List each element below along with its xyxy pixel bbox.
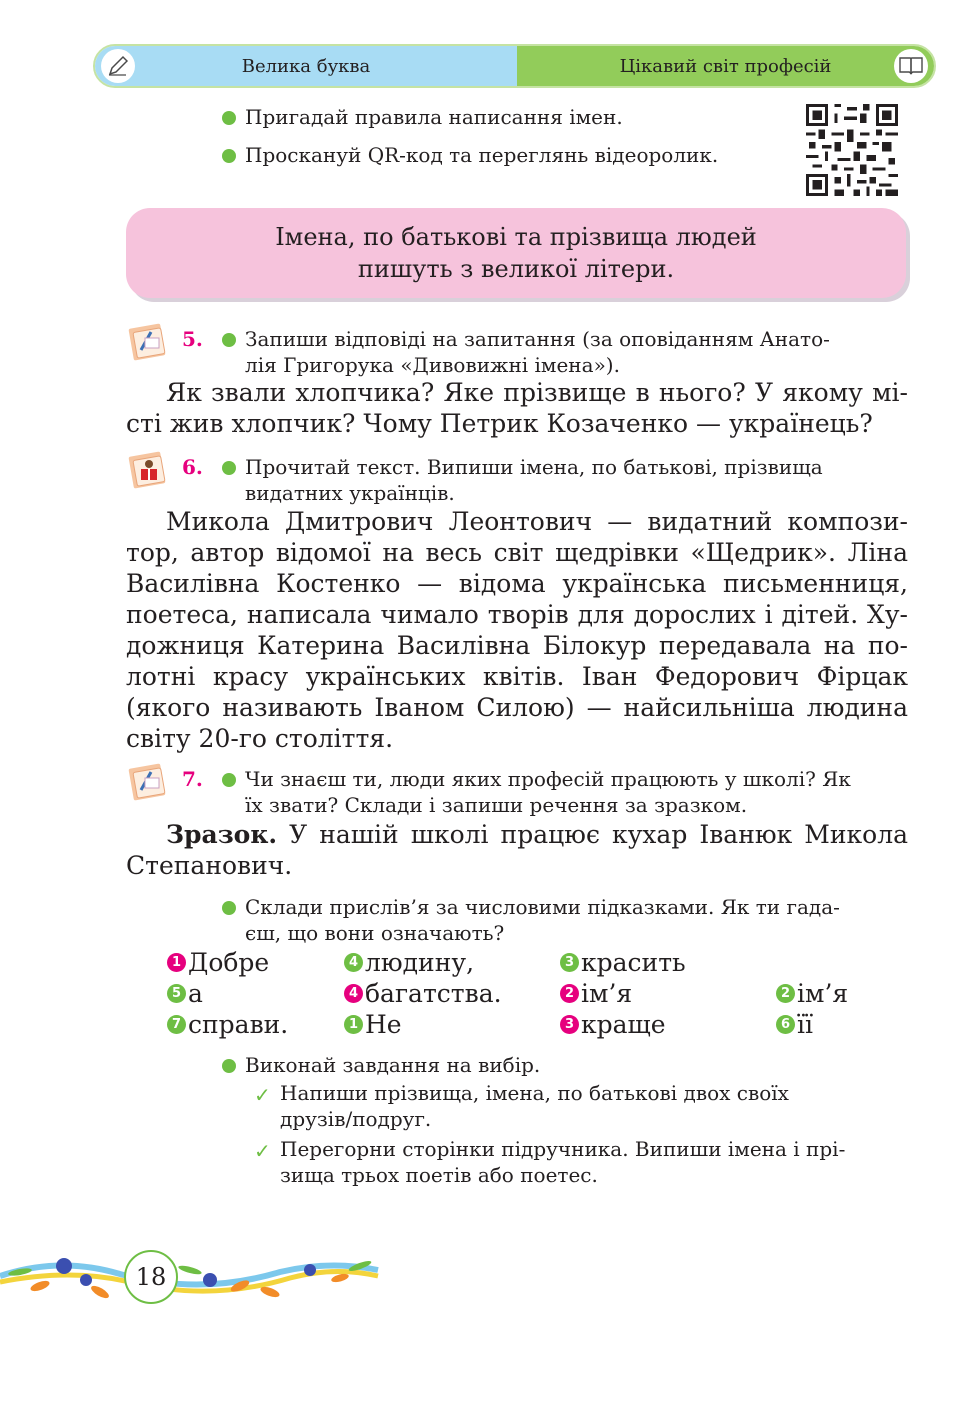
proverb-word-text: ім’я (581, 979, 633, 1008)
bullet-dot (222, 901, 236, 915)
proverb-word-text: а (188, 979, 203, 1008)
task-5-instruction (245, 326, 907, 378)
proverb-word (560, 1009, 666, 1040)
number-badge: 2 (560, 984, 579, 1003)
number-badge: 7 (167, 1015, 186, 1034)
bullet-dot (222, 773, 236, 787)
number-badge: 5 (167, 984, 186, 1003)
task-6-instruction-line-1: Прочитай текст. Випиши імена, по батькові, прізвища (245, 455, 823, 479)
proverbs-instruction-line-1: Склади прислів’я за числовими підказками. Як ти гада- (245, 895, 840, 919)
proverb-word-text: ім’я (797, 979, 849, 1008)
proverb-word (776, 1009, 813, 1040)
task-6-body-text: Микола Дмитрович Леонтович — видатний компози- тор, автор відомої на весь світ щедрівки «Щедрик». Ліна Василівна Костенко — відома українська письменниця, поетеса, написала чимало творів для дорослих і дітей. Ху- дожниця Катерина Василівна Білокур передавала на по- лотні красу українських квітів. Іван Федорович Фірцак (якого називають Іваном Силою) — найсильніша людина світу 20-го століття. (126, 507, 908, 753)
choice-item-1-line-2: друзів/подруг. (280, 1107, 432, 1131)
task-7-sample (126, 819, 908, 881)
proverb-word (344, 978, 502, 1009)
writing-exercise-icon (127, 760, 171, 804)
book-icon (894, 49, 928, 83)
task-6-body (126, 506, 908, 754)
header-right-section (517, 46, 934, 86)
choice-item-2 (254, 1136, 907, 1188)
choice-item-1 (254, 1080, 907, 1132)
task-6-number: 6. (182, 455, 203, 479)
proverbs-instruction (245, 894, 907, 946)
bullet-dot (222, 1059, 236, 1073)
number-badge: 3 (560, 953, 579, 972)
bullet-dot (222, 111, 236, 125)
number-badge: 1 (344, 1015, 363, 1034)
task-7-instruction (245, 766, 907, 818)
proverb-word-text: Добре (188, 948, 270, 977)
task-7-number: 7. (182, 767, 203, 791)
number-badge: 3 (560, 1015, 579, 1034)
choice-item-1-line-1: Напиши прізвища, імена, по батькові двох своїх (280, 1081, 789, 1105)
sample-label: Зразок. (166, 820, 278, 849)
proverb-word (167, 1009, 288, 1040)
choice-item-2-line-2: зища трьох поетів або поетес. (280, 1163, 598, 1187)
intro-line-2: Проскануй QR-код та переглянь відеоролик. (245, 143, 719, 167)
number-badge: 4 (344, 984, 363, 1003)
proverb-word-text: її (797, 1010, 813, 1039)
page-number: 18 (124, 1250, 178, 1304)
header-left-section (95, 46, 517, 86)
checkmark-icon: ✓ (254, 1139, 271, 1163)
task-5-number: 5. (182, 327, 203, 351)
proverb-word (560, 978, 632, 1009)
proverb-word (344, 1009, 402, 1040)
bullet-dot (222, 149, 236, 163)
reading-exercise-icon (127, 448, 171, 492)
sample-text: У нашій школі працює кухар Іванюк Микола Степанович. (126, 820, 908, 880)
header-left-title: Велика буква (241, 55, 371, 77)
proverb-word (344, 947, 474, 978)
task-7-instruction-line-2: їх звати? Склади і запиши речення за зразком. (245, 793, 748, 817)
chapter-header (93, 44, 936, 88)
proverb-word-text: красить (581, 948, 686, 977)
choice-title-text: Виконай завдання на вибір. (245, 1053, 541, 1077)
rule-line-2: пишуть з великої літери. (357, 255, 675, 283)
proverb-word-text: Не (365, 1010, 402, 1039)
proverb-word (560, 947, 686, 978)
proverb-word (776, 978, 848, 1009)
task-7-instruction-line-1: Чи знаєш ти, люди яких професій працюють у школі? Як (245, 767, 851, 791)
number-badge: 1 (167, 953, 186, 972)
task-6-instruction (245, 454, 907, 506)
task-6-instruction-line-2: видатних українців. (245, 481, 455, 505)
intro-bullet-1 (222, 104, 623, 130)
proverb-word (167, 947, 269, 978)
task-5-body (126, 377, 908, 439)
number-badge: 6 (776, 1015, 795, 1034)
task-5-body-text: Як звали хлопчика? Яке прізвище в нього? У якому мі- сті жив хлопчик? Чому Петрик Козаченко — українець? (126, 378, 908, 438)
proverb-word-text: краще (581, 1010, 666, 1039)
task-5-instruction-line-2: лія Григорука «Дивовижні імена»). (245, 353, 620, 377)
floral-ornament (0, 1236, 380, 1316)
number-badge: 2 (776, 984, 795, 1003)
rule-box (126, 208, 906, 298)
writing-exercise-icon (127, 320, 171, 364)
bullet-dot (222, 333, 236, 347)
proverb-word (167, 978, 203, 1009)
choice-title (222, 1052, 540, 1078)
checkmark-icon: ✓ (254, 1083, 271, 1107)
qr-code[interactable] (806, 104, 898, 196)
intro-line-1: Пригадай правила написання імен. (245, 105, 623, 129)
number-badge: 4 (344, 953, 363, 972)
proverb-word-text: людину, (365, 948, 475, 977)
proverb-word-text: багатства. (365, 979, 502, 1008)
pen-icon (101, 49, 135, 83)
choice-item-2-line-1: Перегорни сторінки підручника. Випиши імена і прі- (280, 1137, 846, 1161)
rule-line-1: Імена, по батькові та прізвища людей (275, 223, 757, 251)
proverb-word-text: справи. (188, 1010, 289, 1039)
proverbs-instruction-line-2: єш, що вони означають? (245, 921, 505, 945)
task-5-instruction-line-1: Запиши відповіді на запитання (за оповіданням Анато- (245, 327, 830, 351)
intro-bullet-2 (222, 142, 718, 168)
header-right-title: Цікавий світ професій (619, 55, 832, 77)
bullet-dot (222, 461, 236, 475)
